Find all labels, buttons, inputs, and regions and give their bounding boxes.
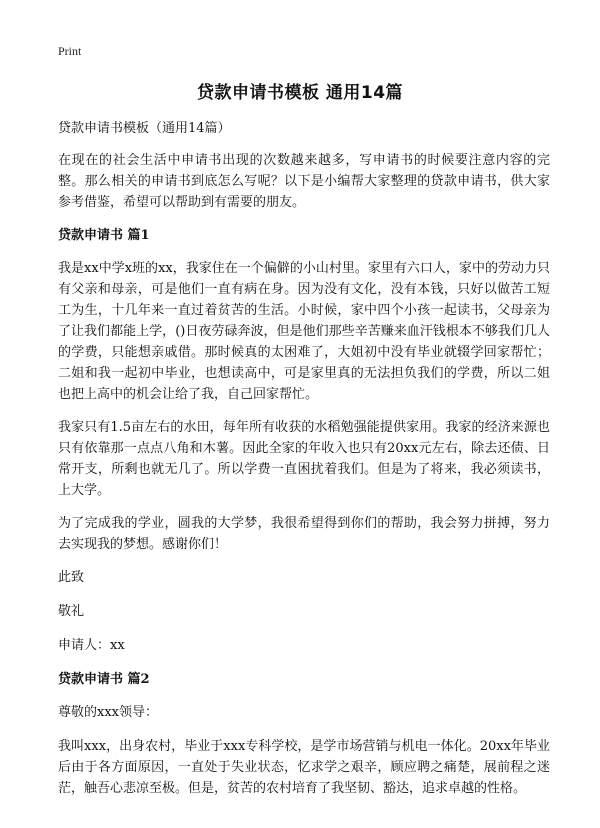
intro-paragraph: 在现在的社会生活中申请书出现的次数越来越多，写申请书的时候要注意内容的完整。那么相关的申请书到底怎么写呢？以下是小编帮大家整理的贷款申请书，供大家参考借鉴，希望可以帮助到有需要的朋友。 xyxy=(58,153,550,210)
print-link[interactable]: Print xyxy=(58,44,82,58)
article2-paragraph-1: 我叫xxx，出身农村，毕业于xxx专科学校，是学市场营销与机电一体化。20xx年毕业后由于各方面原因，一直处于失业状态，忆求学之艰辛，顾应聘之痛楚，展前程之迷茫，触吾心悲凉至极。但是，贫苦的农村培育了我坚韧、豁达，追求卓越的性格。 xyxy=(58,739,550,796)
section-heading-2: 贷款申请书 篇2 xyxy=(58,672,150,687)
section-heading-1: 贷款申请书 篇1 xyxy=(58,228,150,243)
article2-greeting: 尊敬的xxx领导： xyxy=(58,705,158,720)
intro-subtitle: 贷款申请书模板（通用14篇） xyxy=(58,121,231,136)
article1-paragraph-2: 我家只有1.5亩左右的水田，每年所有收获的水稻勉强能提供家用。我家的经济来源也只有依靠那一点点八角和木薯。因此全家的年收入也只有20xx元左右，除去还债、日常开支，所剩也就无几了。所以学费一直困扰着我们。但是为了将来，我必须读书，上大学。 xyxy=(58,420,550,498)
page-title: 贷款申请书模板 通用14篇 xyxy=(196,83,404,103)
signature-line: 申请人：xx xyxy=(58,638,125,653)
article1-paragraph-1: 我是xx中学x班的xx，我家住在一个偏僻的小山村里。家里有六口人，家中的劳动力只有父亲和母亲，可是他们一直有病在身。因为没有文化，没有本钱，只好以做苦工短工为生，十几年来一直过着贫苦的生活。小时候，家中四个小孩一起读书，父母亲为了让我们都能上学，()日夜劳碌奔波，但是他们那些辛苦赚来血汗钱根本不够我们几人的学费，只能想亲戚借。那时候真的太困难了，大姐初中没有毕业就辍学回家帮忙；二姐和我一起初中毕业，也想读高中，可是家里真的无法担负我们的学费，所以二姐也把上高中的机会让给了我，自己回家帮忙。 xyxy=(58,261,550,402)
closing-line-1: 此致 xyxy=(58,570,85,585)
article1-paragraph-3: 为了完成我的学业，圆我的大学梦，我很希望得到你们的帮助，我会努力拼搏，努力去实现我的梦想。感谢你们！ xyxy=(58,516,550,552)
article-body xyxy=(58,118,550,811)
closing-line-2: 敬礼 xyxy=(58,604,85,619)
